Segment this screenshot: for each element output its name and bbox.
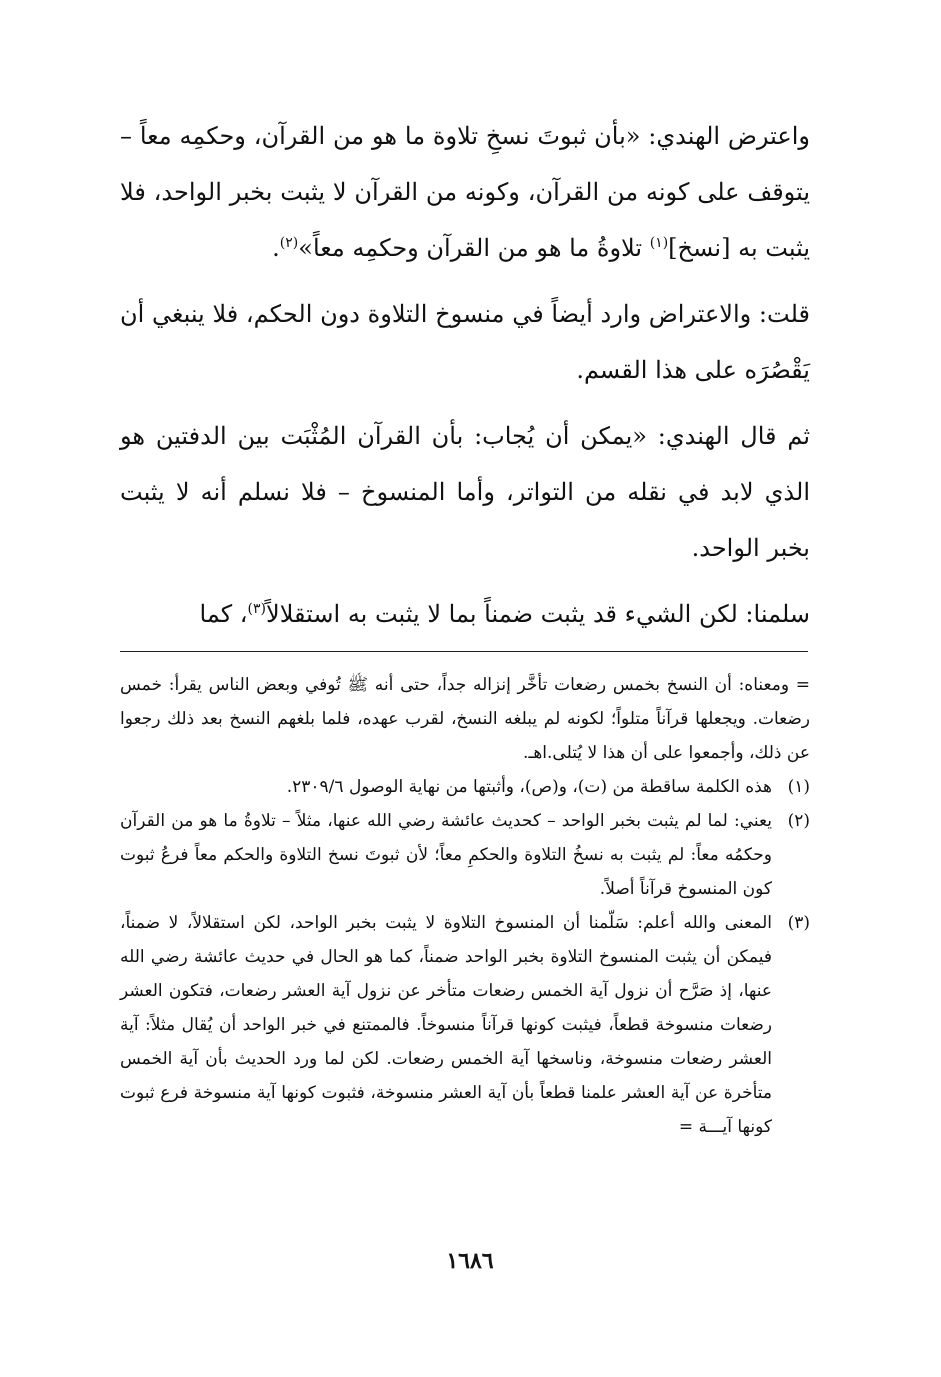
paragraph-2-text: قلت: والاعتراض وارد أيضاً في منسوخ التلاوة دون الحكم، فلا ينبغي أن يَقْصُرَه على هذا القسم. [120,300,810,384]
footnote-1 [120,770,810,804]
paragraph-1 [120,108,810,276]
footnote-number: (٢) [787,811,810,831]
footnote-ref-3: (٣) [247,601,267,617]
footnote-continuation-text: = ومعناه: أن النسخ بخمس رضعات تأخَّر إنزاله جداً، حتى أنه ﷺ تُوفي وبعض الناس يقرأ: خمس رضعات. ويجعلها قرآناً متلواً؛ لكونه لم يبلغه النسخ، لقرب عهده، فلما بلغهم النسخ بعد ذلك رجعوا عن ذلك، وأجمعوا على أن هذا لا يُتلى.اهـ. [120,675,810,763]
footnote-text: هذه الكلمة ساقطة من (ت)، و(ص)، وأثبتها من نهاية الوصول ٢٣٠٩/٦. [286,777,772,797]
paragraph-1-text: واعترض الهندي: «بأن ثبوتَ نسخِ تلاوة ما هو من القرآن، وحكمِه معاً – يتوقف على كونه من القرآن، وكونه من القرآن لا يثبت بخبر الواحد، فلا يثبت به [نسخ] [120,122,810,262]
page-number: ١٦٨٦ [446,1248,494,1274]
footnote-text: يعني: لما لم يثبت بخبر الواحد – كحديث عائشة رضي الله عنها، مثلاً – تلاوةُ ما هو من القرآن وحكمُه معاً: لم يثبت به نسخُ التلاوة والحكمِ معاً؛ لأن ثبوتَ نسخ التلاوة والحكم معاً فرعُ ثبوت كون المنسوخ قرآناً أصلاً. [120,811,772,899]
paragraph-4-text-end: ، كما [199,600,248,628]
paragraph-4-text: سلمنا: لكن الشيء قد يثبت ضمناً بما لا يثبت به استقلالاً [266,600,810,628]
footnote-ref-2: (٢) [279,235,299,251]
footnote-number: (٣) [787,913,810,933]
paragraph-4 [120,586,810,642]
footnote-3 [120,906,810,1144]
footnote-divider [120,651,808,652]
paragraph-3-text: ثم قال الهندي: «يمكن أن يُجاب: بأن القرآن المُثْبَت بين الدفتين هو الذي لابد في نقله من التواتر، وأما المنسوخ – فلا نسلم أنه لا يثبت بخبر الواحد. [120,422,811,562]
footnote-text: المعنى والله أعلم: سَلّمنا أن المنسوخ التلاوة لا يثبت بخبر الواحد، لكن استقلالاً، لا ضمناً، فيمكن أن يثبت المنسوخ التلاوة بخبر الواحد ضمناً، كما هو الحال في حديث عائشة رضي الله عنها، إذ صَرَّح أن نزول آية الخمس رضعات متأخر عن نزول آية العشر رضعات، فتكون العشر رضعات منسوخة قطعاً، فيثبت كونها قرآناً منسوخاً. فالممتنع في خبر الواحد أن يُقال مثلاً: آية العشر رضعات منسوخة، وناسخها آية الخمس رضعات. لكن لما ورد الحديث بأن آية الخمس متأخرة عن آية العشر علمنا قطعاً بأن آية العشر منسوخة، فثبوت كونها آية منسوخة فرع ثبوت كونها آيـــة = [120,913,772,1137]
footnote-2 [120,804,810,906]
paragraph-1-text-continued: تلاوةُ ما هو من القرآن وحكمِه معاً» [298,234,650,262]
footnote-continuation [120,668,810,770]
paragraph-1-text-end: . [272,234,280,262]
footnote-number: (١) [787,777,810,797]
paragraph-2 [120,286,810,398]
footnote-ref-1: (١) [649,235,669,251]
footnotes [120,668,810,1144]
paragraph-3 [120,408,810,576]
